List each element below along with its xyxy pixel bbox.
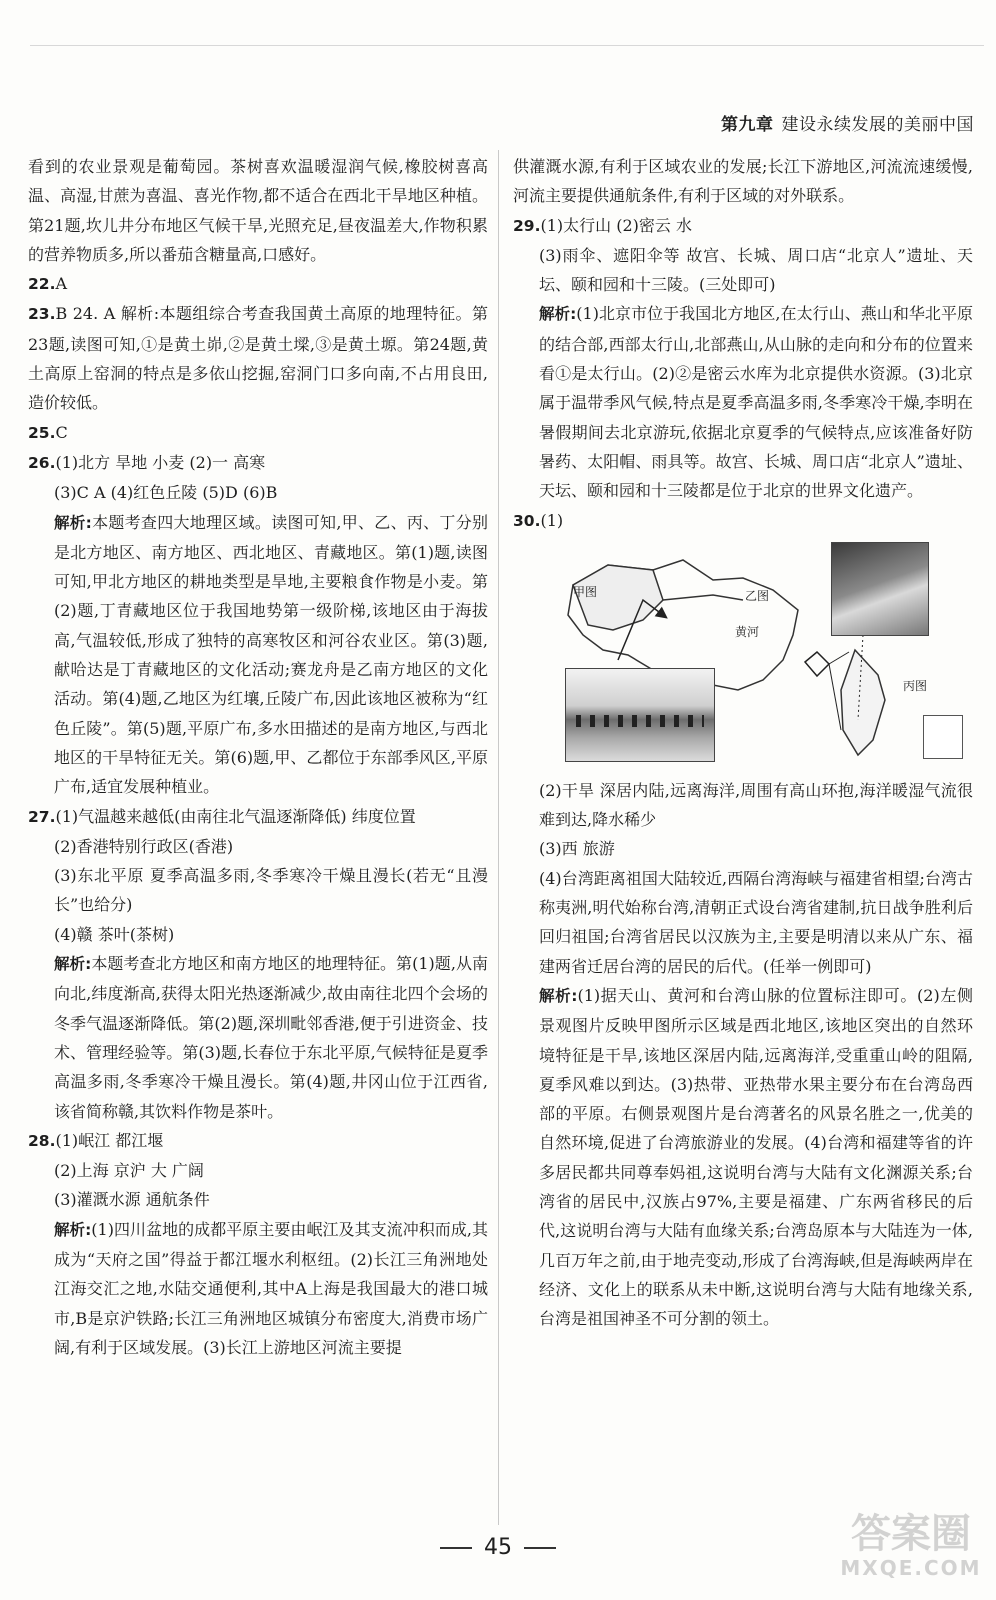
- inset-box: [805, 652, 829, 676]
- watermark-line1: 答案圈: [851, 1511, 971, 1557]
- answer-line: (2)香港特别行政区(香港): [54, 836, 234, 856]
- right-column: [513, 152, 973, 1334]
- answer-value: A: [55, 274, 68, 294]
- answer-text: 看到的农业景观是葡萄园。茶树喜欢温暖湿润气候,橡胶树喜高温、高湿,甘蔗为喜温、喜光作物,都不适合在西北干旱地区种植。第21题,坎儿井分布地区气候干旱,光照充足,昼夜温差大,作物积累的营养物质多,所以番茄含糖量高,口感好。: [28, 157, 488, 264]
- answer-line: (3)西 旅游: [539, 839, 615, 859]
- column-divider: [498, 150, 499, 1525]
- answer-line: (2)上海 京沪 大 广阔: [54, 1161, 204, 1181]
- answer-value: (1): [540, 510, 564, 530]
- analysis-paragraph: [513, 981, 973, 1334]
- analysis-label: 解析:: [54, 513, 92, 532]
- connector-line: [829, 664, 841, 730]
- answer-value: (1)气温越来越低(由南往北气温逐渐降低) 纬度位置: [55, 806, 416, 826]
- top-rule: [30, 45, 984, 46]
- analysis-text: (1)据天山、黄河和台湾山脉的位置标注即可。(2)左侧景观图片反映甲图所示区域是西北地区,该地区突出的自然环境特征是干旱,该地区深居内陆,远离海洋,受重重山岭的阻隔,夏季风难以到达。(3)热带、亚热带水果主要分布在台湾岛西部的平原。右侧景观图片是台湾著名的风景名胜之一,优美的自然环境,促进了台湾旅游业的发展。(4)台湾和福建等省的许多居民都共同尊奉妈祖,这说明台湾与大陆有文化渊源关系;台湾省的居民中,汉族占97%,主要是福建、广东两省移民的后代,这说明台湾与大陆有血缘关系;台湾岛原本与大陆连为一体,几百万年之前,由于地壳变动,形成了台湾海峡,但是海峡两岸在经济、文化上的联系从未中断,这说明台湾与大陆有地缘关系,台湾是祖国神圣不可分割的领土。: [539, 985, 973, 1329]
- map-label: 乙图: [745, 588, 770, 603]
- watermark-line2: MXQE.COM: [840, 1556, 982, 1580]
- map-label: 黄河: [735, 624, 760, 639]
- connector-line: [829, 652, 849, 664]
- question-answer: [28, 418, 488, 448]
- analysis-text: 本题考查四大地理区域。读图可知,甲、乙、丙、丁分别是北方地区、南方地区、西北地区、青藏地区。第(1)题,读图可知,甲北方地区的耕地类型是旱地,主要粮食作物是小麦。第(2)题,丁青藏地区位于我国地势第一级阶梯,该地区由于海拔高,气温较低,形成了独特的高寒牧区和河谷农业区。第(3)题,献哈达是丁青藏地区的文化活动;赛龙舟是乙南方地区的文化活动。第(4)题,乙地区为红壤,丘陵广布,因此该地区被称为“红色丘陵”。第(5)题,平原广布,多水田描述的是南方地区,与西北地区的干旱特征无关。第(6)题,甲、乙都位于东部季风区,平原广布,适宜发展种植业。: [54, 512, 489, 797]
- analysis-label: 解析:: [54, 1220, 92, 1239]
- analysis-label: 解析:: [539, 305, 577, 324]
- yellow-river-line: [663, 595, 743, 600]
- left-column: [28, 152, 488, 1362]
- analysis-text: (1)四川盆地的成都平原主要由岷江及其支流冲积而成,其成为“天府之国”得益于都江堰水利枢纽。(2)长江三角洲地处江海交汇之地,水陆交通便利,其中A上海是我国最大的港口城市,B是京沪铁路;长江三角洲地区城镇分布密度大,消费市场广阔,有利于区域发展。(3)长江上游地区河流主要提: [54, 1219, 488, 1357]
- question-answer: [28, 448, 488, 478]
- question-number: 25.: [28, 423, 56, 442]
- analysis-paragraph: [28, 949, 488, 1126]
- analysis-label: 解析:: [539, 986, 578, 1005]
- question-number: 28.: [28, 1131, 56, 1150]
- analysis-text: (1)北京市位于我国北方地区,在太行山、燕山和华北平原的结合部,西部太行山,北部燕山,从山脉的走向和分布的位置来看①是太行山。(2)②是密云水库为北京提供水资源。(3)北京属于温带季风气候,特点是夏季高温多雨,冬季寒冷干燥,李明在暑假期间去北京游玩,依据北京夏季的气候特点,应该准备好防暑药、太阳帽、雨具等。故宫、长城、周口店“北京人”遗址、天坛、颐和园和十三陵都是位于北京的世界文化遗产。: [539, 304, 973, 501]
- analysis-paragraph: [28, 508, 488, 802]
- answer-line: (4)赣 茶叶(茶树): [54, 924, 175, 944]
- map-legend: [923, 715, 963, 759]
- analysis-text: 本题考查北方地区和南方地区的地理特征。第(1)题,从南向北,纬度渐高,获得太阳光热逐渐减少,故由南往北四个会场的冬季气温逐渐降低。第(2)题,深圳毗邻香港,便于引进资金、技术、管理经验等。第(3)题,长春位于东北平原,气候特征是夏季高温多雨,冬季寒冷干燥且漫长。第(4)题,井冈山位于江西省,该省简称赣,其饮料作物是茶叶。: [54, 954, 488, 1121]
- answer-line: (3)东北平原 夏季高温多雨,冬季寒冷干燥且漫长(若无“且漫长”也给分): [54, 866, 488, 915]
- answer-value: (1)北方 旱地 小麦 (2)一 高寒: [55, 452, 266, 472]
- analysis-label: 解析:: [54, 955, 92, 974]
- answer-line: (2)干旱 深居内陆,远离海洋,周围有高山环抱,海洋暖湿气流很难到达,降水稀少: [539, 780, 973, 830]
- chapter-number: 第九章: [721, 115, 774, 135]
- watermark-logo: [836, 1512, 986, 1592]
- answer-value: (1)太行山 (2)密云 水: [540, 215, 692, 235]
- landscape-photo-desert: [565, 668, 715, 762]
- question-answer: [28, 299, 488, 417]
- question-number: 23.: [28, 305, 56, 324]
- answer-line: (3)C A (4)红色丘陵 (5)D (6)B: [54, 483, 278, 503]
- chapter-header: [721, 110, 974, 135]
- analysis-paragraph: [513, 299, 973, 505]
- map-label: 甲图: [573, 584, 598, 599]
- question-number: 26.: [28, 453, 56, 472]
- question-answer: [28, 802, 488, 832]
- question-number: 27.: [28, 807, 56, 826]
- chapter-title: 建设永续发展的美丽中国: [781, 115, 974, 135]
- question-answer: [28, 1126, 488, 1156]
- answer-line: (3)灌溉水源 通航条件: [54, 1190, 210, 1210]
- question-answer: [513, 211, 973, 241]
- answer-value: B 24. A 解析:本题组综合考查我国黄土高原的地理特征。第23题,读图可知,①是黄土峁,②是黄土墚,③是黄土塬。第24题,黄土高原上窑洞的特点是多依山挖掘,窑洞门口多向南,不占用良田,造价较低。: [28, 304, 488, 413]
- question-30-figure: [513, 540, 973, 770]
- answer-line: (4)台湾距离祖国大陆较近,西隔台湾海峡与福建省相望;台湾古称夷洲,明代始称台湾,清朝正式设台湾省建制,抗日战争胜利后回归祖国;台湾省居民以汉族为主,主要是明清以来从广东、福建两省迁居台湾的居民的后代。(任举一例即可): [539, 868, 973, 976]
- question-answer: [28, 269, 488, 299]
- analysis-paragraph: [28, 1215, 488, 1362]
- answer-text: 供灌溉水源,有利于区域农业的发展;长江下游地区,河流流速缓慢,河流主要提供通航条件,有利于区域的对外联系。: [513, 157, 973, 206]
- answer-value: C: [55, 422, 68, 442]
- landscape-photo-mountain: [831, 542, 929, 636]
- answer-value: (1)岷江 都江堰: [55, 1130, 164, 1150]
- question-answer: [513, 506, 973, 536]
- page-number: 45: [484, 1535, 512, 1560]
- taiwan-island: [841, 650, 885, 755]
- question-number: 29.: [513, 216, 541, 235]
- question-number: 22.: [28, 275, 56, 294]
- map-label: 丙图: [903, 678, 928, 693]
- question-number: 30.: [513, 511, 541, 530]
- answer-line: (3)雨伞、遮阳伞等 故宫、长城、周口店“北京人”遗址、天坛、颐和园和十三陵。(三处即可): [539, 245, 973, 295]
